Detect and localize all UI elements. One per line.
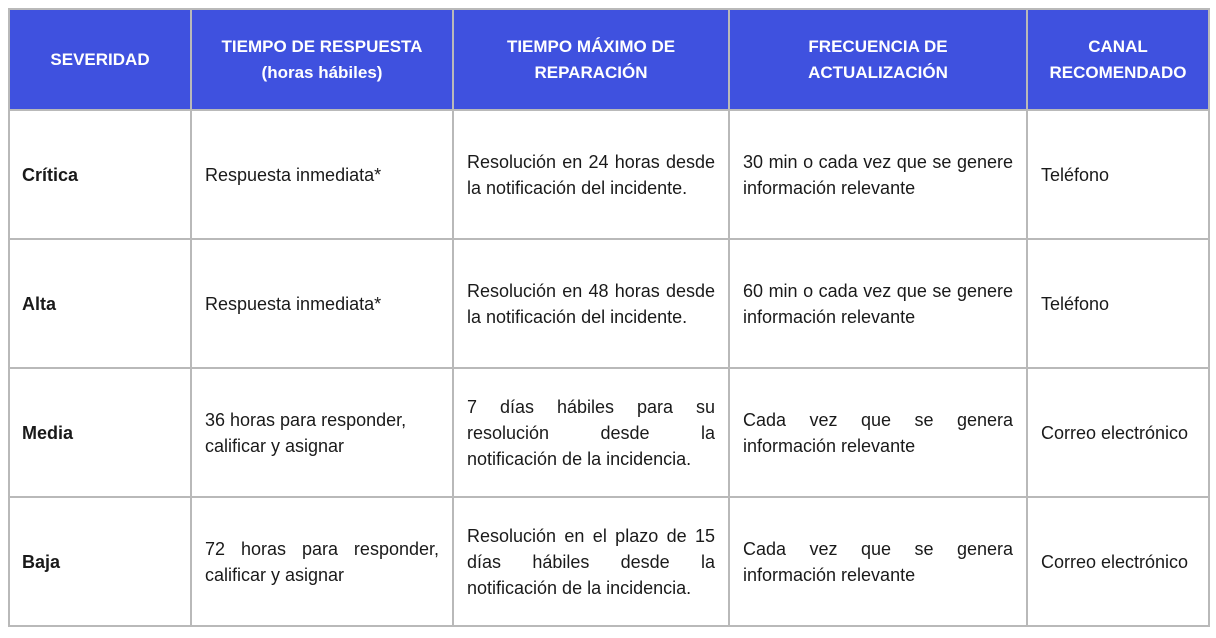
- cell-severity: Crítica: [9, 110, 191, 239]
- cell-severity: Baja: [9, 497, 191, 626]
- cell-repair: 7 días hábiles para su resolución desde la notificación de la incidencia.: [453, 368, 729, 497]
- header-channel: CANAL RECOMENDADO: [1027, 9, 1209, 110]
- table-row: [9, 110, 1209, 239]
- table-row: [9, 368, 1209, 497]
- cell-response: 36 horas para responder, calificar y asignar: [191, 368, 453, 497]
- header-update-frequency: FRECUENCIA DE ACTUALIZACIÓN: [729, 9, 1027, 110]
- cell-response: Respuesta inmediata*: [191, 110, 453, 239]
- cell-repair: Resolución en 24 horas desde la notificación del incidente.: [453, 110, 729, 239]
- cell-response: Respuesta inmediata*: [191, 239, 453, 368]
- cell-severity: Alta: [9, 239, 191, 368]
- cell-update: 60 min o cada vez que se genere información relevante: [729, 239, 1027, 368]
- table-header: [9, 9, 1209, 110]
- severity-sla-table: [8, 8, 1210, 627]
- cell-channel: Correo electrónico: [1027, 497, 1209, 626]
- cell-update: 30 min o cada vez que se genere información relevante: [729, 110, 1027, 239]
- header-response-time: [191, 9, 453, 110]
- cell-severity: Media: [9, 368, 191, 497]
- table-row: [9, 239, 1209, 368]
- severity-table-container: [8, 8, 1210, 627]
- cell-update: Cada vez que se genera información relevante: [729, 497, 1027, 626]
- header-severity: SEVERIDAD: [9, 9, 191, 110]
- cell-channel: Teléfono: [1027, 239, 1209, 368]
- header-response-subtitle: (horas hábiles): [261, 62, 383, 82]
- header-response-title: TIEMPO DE RESPUESTA: [221, 36, 423, 56]
- cell-repair: Resolución en el plazo de 15 días hábiles desde la notificación de la incidencia.: [453, 497, 729, 626]
- cell-channel: Correo electrónico: [1027, 368, 1209, 497]
- cell-update: Cada vez que se genera información relevante: [729, 368, 1027, 497]
- cell-channel: Teléfono: [1027, 110, 1209, 239]
- table-row: [9, 497, 1209, 626]
- table-body: [9, 110, 1209, 626]
- cell-response: 72 horas para responder, calificar y asignar: [191, 497, 453, 626]
- cell-repair: Resolución en 48 horas desde la notificación del incidente.: [453, 239, 729, 368]
- header-repair-time: TIEMPO MÁXIMO DE REPARACIÓN: [453, 9, 729, 110]
- header-row: [9, 9, 1209, 110]
